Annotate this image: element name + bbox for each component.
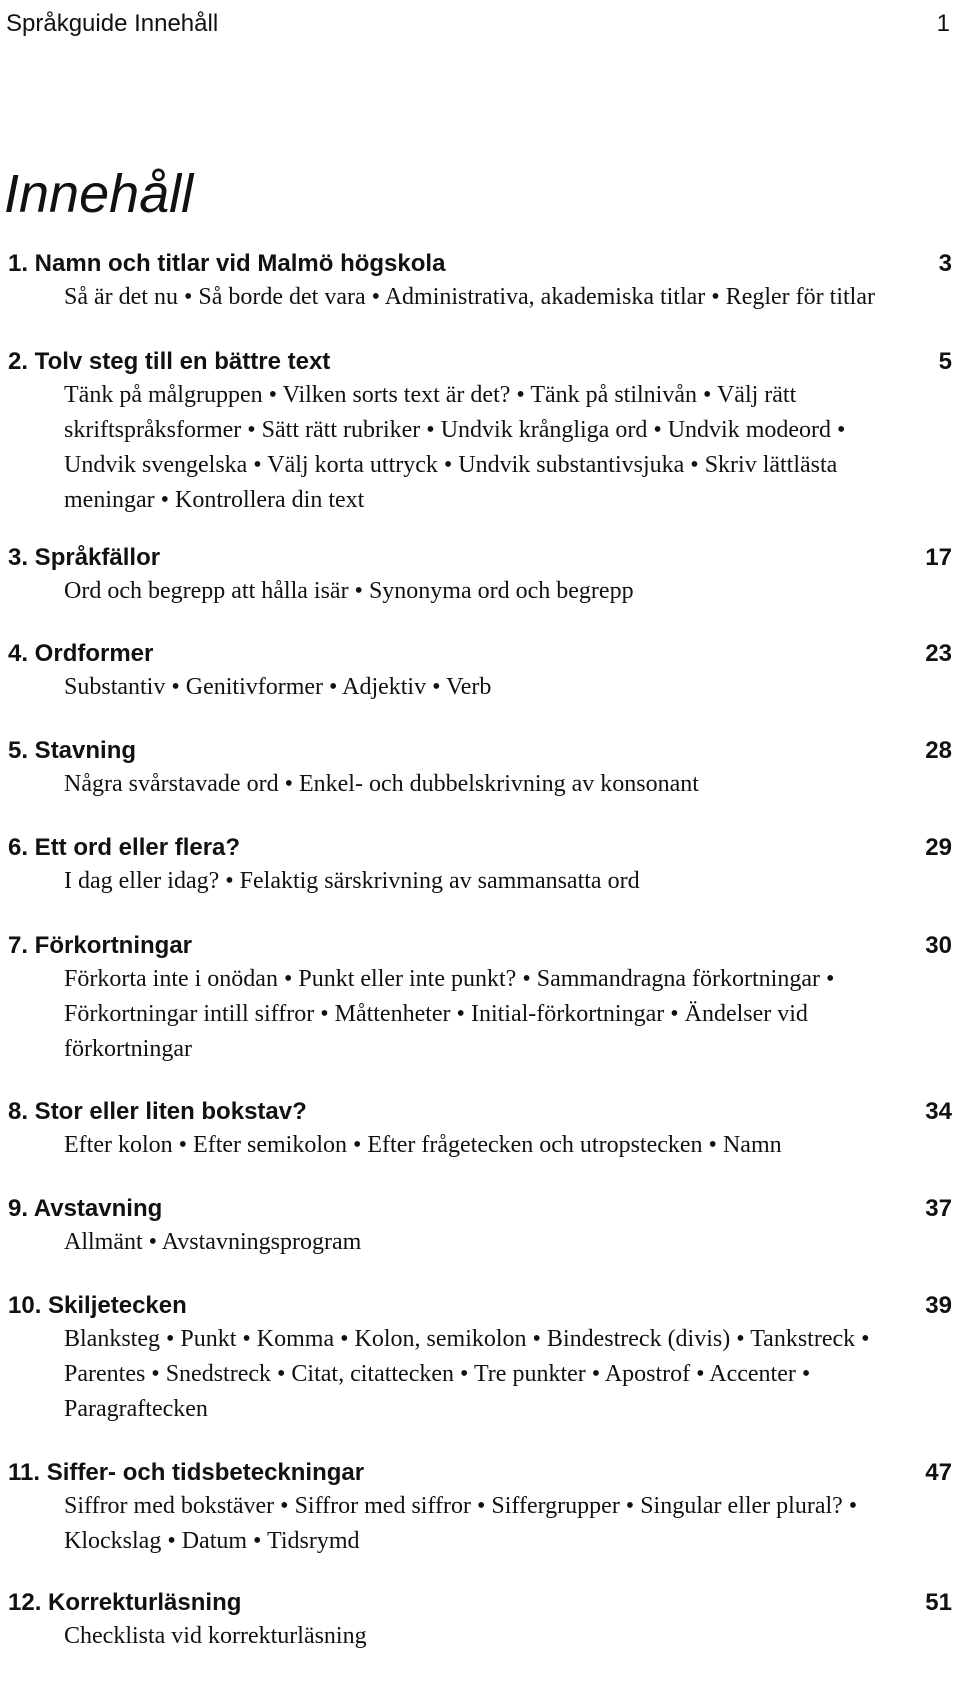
chapter-page-number: 51 xyxy=(925,1589,952,1616)
chapter-title: 6. Ett ord eller flera? xyxy=(8,834,241,861)
page-number: 1 xyxy=(936,10,950,37)
chapter-topics: Ord och begrepp att hålla isär • Synonyma ord och begrepp xyxy=(64,578,634,604)
chapter-title: 11. Siffer- och tidsbeteckningar xyxy=(8,1459,365,1486)
chapter-topics: I dag eller idag? • Felaktig särskrivning av sammansatta ord xyxy=(64,868,640,894)
table-of-contents xyxy=(8,248,952,1657)
chapter-page-number: 39 xyxy=(925,1292,952,1319)
toc-entry xyxy=(8,832,952,930)
chapter-topics: Substantiv • Genitivformer • Adjektiv • Verb xyxy=(64,674,492,700)
chapter-page-number: 34 xyxy=(925,1098,952,1125)
chapter-topics: Några svårstavade ord • Enkel- och dubbelskrivning av konsonant xyxy=(64,771,699,797)
chapter-topics: Siffror med bokstäver • Siffror med siffror • Siffergrupper • Singular eller plural? • Klockslag • Datum • Tidsrymd xyxy=(64,1493,858,1554)
chapter-title: 1. Namn och titlar vid Malmö högskola xyxy=(8,250,446,277)
toc-entry xyxy=(8,1096,952,1193)
chapter-page-number: 5 xyxy=(938,348,952,375)
toc-heading: Innehåll xyxy=(4,164,194,224)
toc-entry xyxy=(8,346,952,542)
toc-entry xyxy=(8,1457,952,1587)
chapter-topics: Efter kolon • Efter semikolon • Efter frågetecken och utropstecken • Namn xyxy=(64,1132,782,1158)
chapter-title: 12. Korrekturläsning xyxy=(8,1589,242,1616)
page-header xyxy=(6,8,950,40)
chapter-title: 5. Stavning xyxy=(8,737,137,764)
chapter-title: 2. Tolv steg till en bättre text xyxy=(8,348,331,375)
toc-entry xyxy=(8,542,952,638)
chapter-title: 3. Språkfällor xyxy=(8,544,161,571)
chapter-topics: Allmänt • Avstavningsprogram xyxy=(64,1229,362,1255)
chapter-title: 8. Stor eller liten bokstav? xyxy=(8,1098,307,1125)
chapter-page-number: 17 xyxy=(925,544,952,571)
toc-entry xyxy=(8,1193,952,1290)
chapter-page-number: 28 xyxy=(925,737,952,764)
toc-entry xyxy=(8,638,952,735)
chapter-title: 10. Skiljetecken xyxy=(8,1292,187,1319)
chapter-topics: Så är det nu • Så borde det vara • Administrativa, akademiska titlar • Regler för titlar xyxy=(64,284,875,310)
toc-entry xyxy=(8,248,952,346)
toc-entry xyxy=(8,735,952,832)
toc-entry xyxy=(8,1290,952,1457)
chapter-title: 9. Avstavning xyxy=(8,1195,163,1222)
chapter-topics: Förkorta inte i onödan • Punkt eller inte punkt? • Sammandragna förkortningar • Förkortningar intill siffror • Måttenheter • Initial-förkortningar • Ändelser vid förkortningar xyxy=(64,966,835,1062)
document-title: Språkguide Innehåll xyxy=(6,10,219,37)
toc-entry xyxy=(8,930,952,1096)
chapter-topics: Tänk på målgruppen • Vilken sorts text är det? • Tänk på stilnivån • Välj rätt skriftspråksformer • Sätt rätt rubriker • Undvik krångliga ord • Undvik modeord • Undvik svengelska • Välj korta uttryck • Undvik substantivsjuka • Skriv lättlästa meningar • Kontrollera din text xyxy=(64,382,846,513)
chapter-topics: Blanksteg • Punkt • Komma • Kolon, semikolon • Bindestreck (divis) • Tankstreck • Parentes • Snedstreck • Citat, citattecken • Tre punkter • Apostrof • Accenter • Paragraftecken xyxy=(64,1326,870,1422)
chapter-title: 4. Ordformer xyxy=(8,640,154,667)
chapter-page-number: 30 xyxy=(925,932,952,959)
chapter-page-number: 37 xyxy=(925,1195,952,1222)
chapter-title: 7. Förkortningar xyxy=(8,932,193,959)
chapter-page-number: 23 xyxy=(925,640,952,667)
chapter-page-number: 47 xyxy=(925,1459,952,1486)
chapter-page-number: 3 xyxy=(938,250,952,277)
toc-entry xyxy=(8,1587,952,1657)
chapter-page-number: 29 xyxy=(925,834,952,861)
chapter-topics: Checklista vid korrekturläsning xyxy=(64,1623,367,1649)
